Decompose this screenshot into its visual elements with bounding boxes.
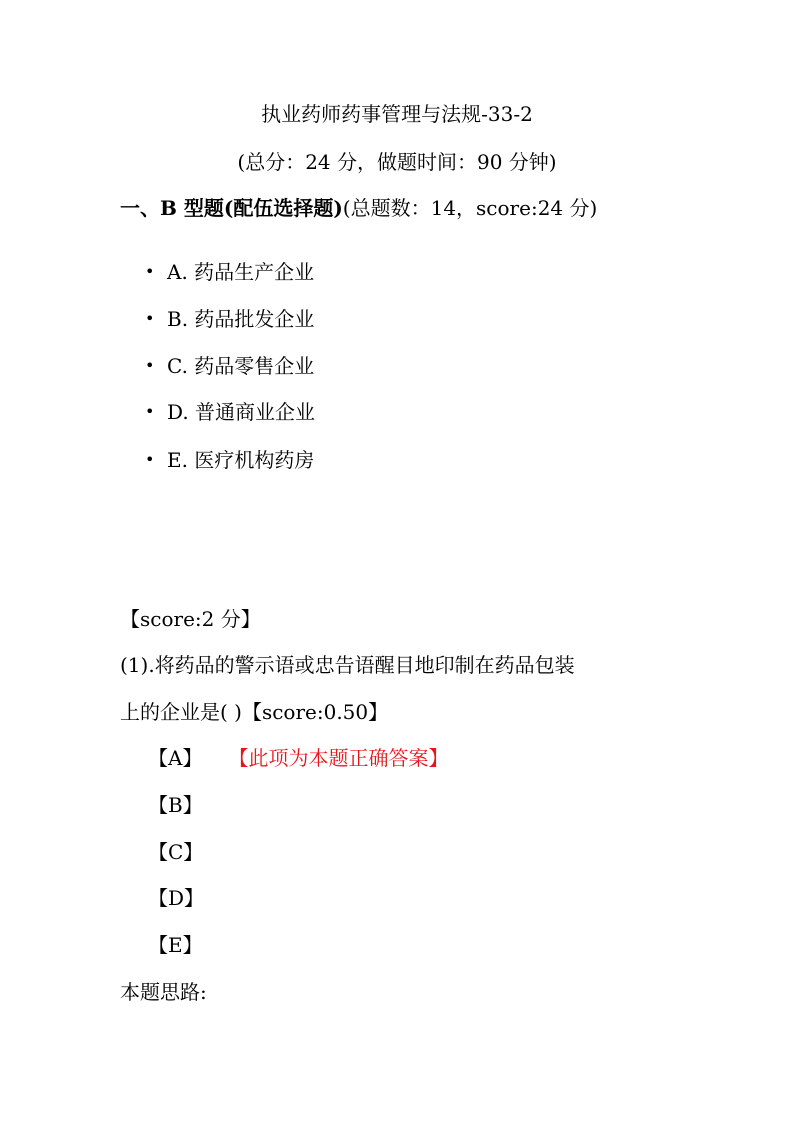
group-score: 【score:2 分】 bbox=[120, 607, 261, 631]
bullet-icon: • bbox=[145, 309, 155, 328]
section-heading bbox=[120, 194, 597, 222]
choice-item-d bbox=[145, 398, 315, 426]
choice-text: C. 药品零售企业 bbox=[167, 354, 315, 378]
choice-text: E. 医疗机构药房 bbox=[167, 448, 315, 472]
option-label: 【E】 bbox=[148, 933, 203, 957]
option-label: 【C】 bbox=[148, 840, 204, 864]
option-label: 【D】 bbox=[148, 886, 205, 910]
bullet-icon: • bbox=[145, 356, 155, 375]
bullet-icon: • bbox=[145, 402, 155, 421]
option-a bbox=[148, 744, 448, 772]
question-line-1: (1).将药品的警示语或忠告语醒目地印制在药品包装 bbox=[120, 653, 575, 677]
choice-text: B. 药品批发企业 bbox=[167, 307, 315, 331]
option-d bbox=[148, 884, 204, 912]
option-e bbox=[148, 931, 203, 959]
section-heading-meta: (总题数：14，score:24 分) bbox=[342, 196, 598, 220]
choice-item-b bbox=[145, 305, 314, 333]
question-line-2: 上的企业是( )【score:0.50】 bbox=[120, 700, 389, 724]
bullet-icon: • bbox=[145, 450, 155, 469]
choice-item-a bbox=[145, 258, 314, 286]
bullet-icon: • bbox=[145, 262, 155, 281]
option-label: 【B】 bbox=[148, 793, 203, 817]
choice-text: A. 药品生产企业 bbox=[167, 260, 315, 284]
option-label: 【A】 bbox=[148, 746, 203, 770]
choice-item-e bbox=[145, 446, 314, 474]
section-heading-title: 一、B 型题(配伍选择题) bbox=[120, 196, 343, 220]
analysis-label: 本题思路: bbox=[120, 980, 207, 1004]
correct-answer-note: 【此项为本题正确答案】 bbox=[238, 746, 449, 770]
option-b bbox=[148, 791, 203, 819]
choice-item-c bbox=[145, 352, 314, 380]
option-c bbox=[148, 838, 203, 866]
choice-text: D. 普通商业企业 bbox=[167, 400, 316, 424]
document-title: 执业药师药事管理与法规-33-2 bbox=[261, 102, 533, 126]
document-subtitle: (总分：24 分，做题时间：90 分钟) bbox=[237, 150, 557, 174]
